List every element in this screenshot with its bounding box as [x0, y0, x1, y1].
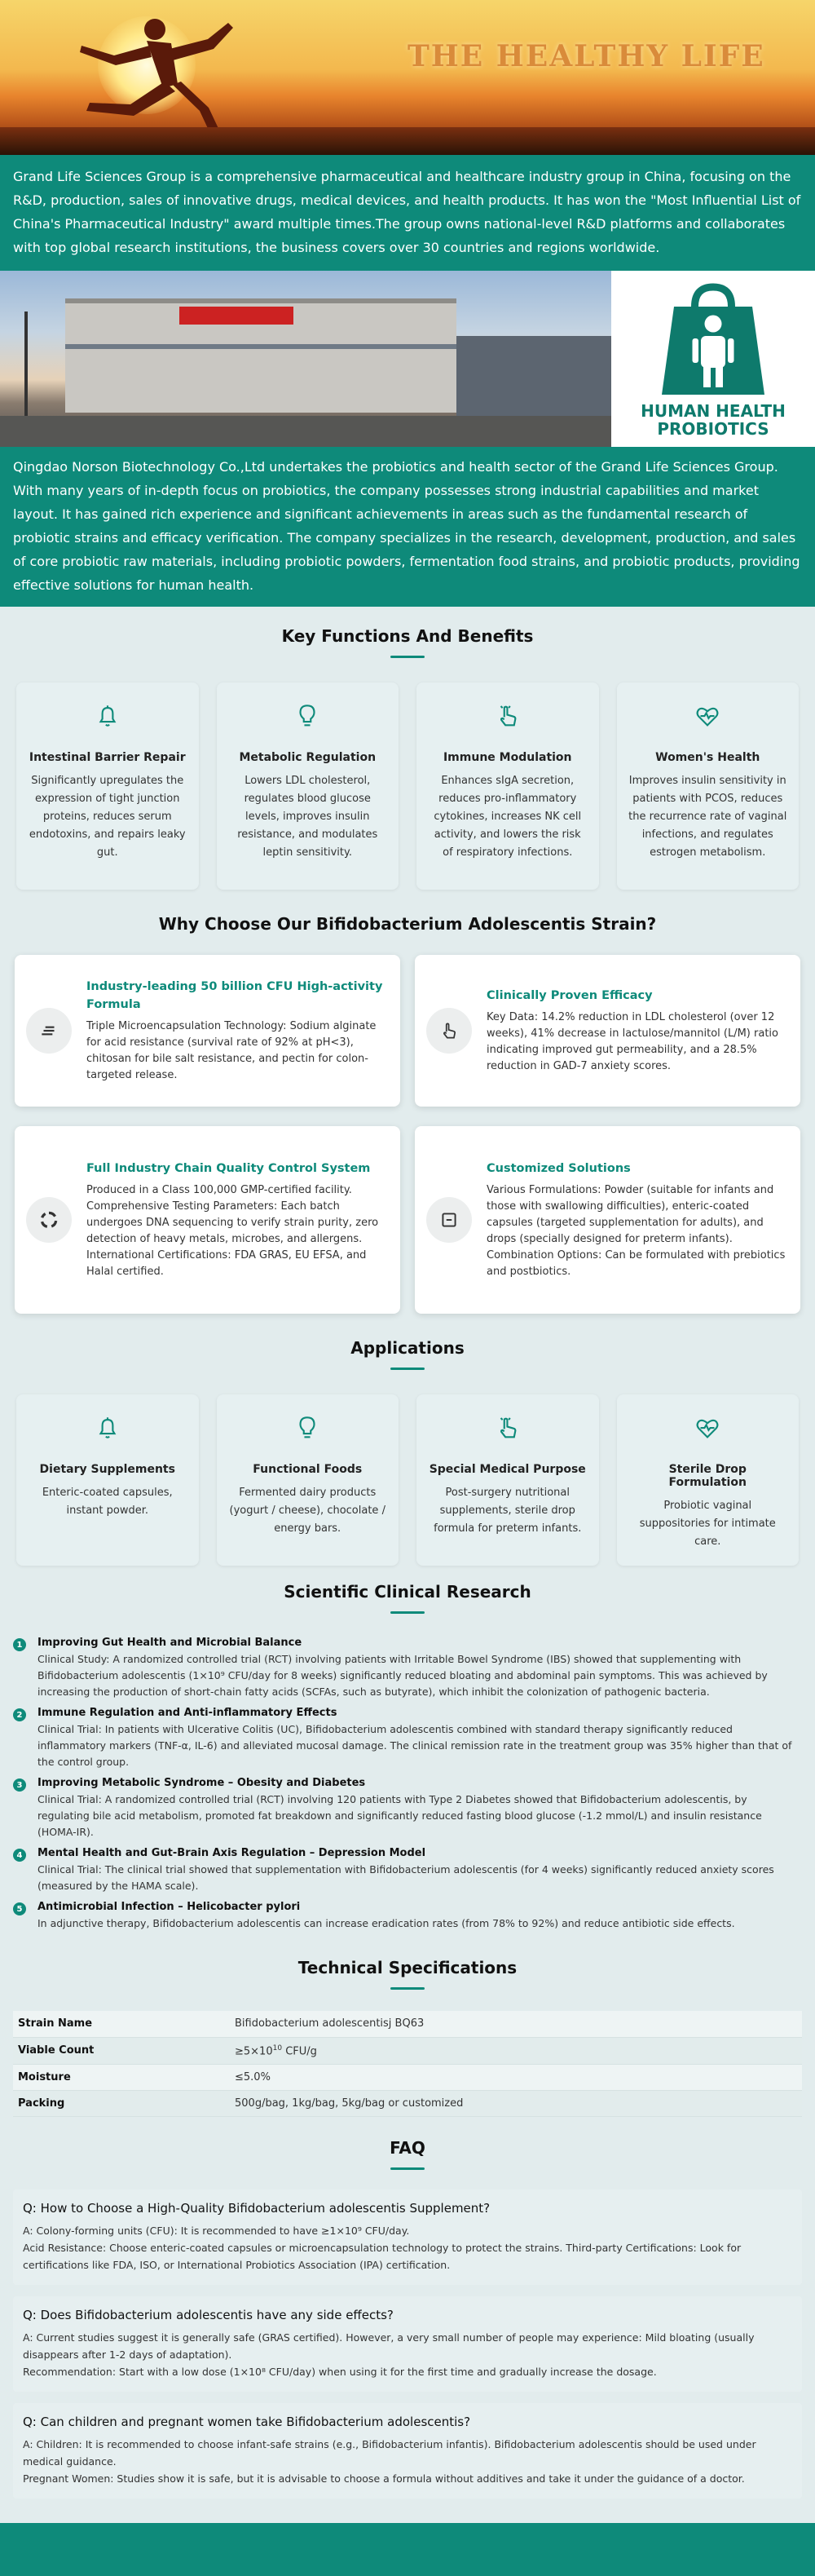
why-card-text: Produced in a Class 100,000 GMP-certified facility. Comprehensive Testing Parameters: Each batch undergoes DNA sequencing to verify strain purity, zero detection of heavy metals, microbes, and allergens. International Certifications: FDA GRAS, EU EFSA, and Halal certified.: [86, 1184, 379, 1278]
application-text: Post-surgery nutritional supplements, sterile drop formula for preterm infants.: [434, 1487, 582, 1535]
logo-line-1: HUMAN HEALTH: [641, 401, 786, 421]
application-title: Dietary Supplements: [39, 1463, 175, 1476]
specs-table: [13, 2011, 802, 2117]
lightbulb-icon: [293, 702, 321, 730]
road: [0, 416, 611, 447]
group-intro: Grand Life Sciences Group is a comprehensive pharmaceutical and healthcare industry group in China, focusing on the R&D, production, sales of innovative drugs, medical devices, and health products. It has won the "Most Influential List of China's Pharmaceutical Industry" award multiple times.The group owns national-level R&D platforms and collaborates with top global research institutions, the business covers over 30 countries and regions worldwide.: [0, 155, 815, 271]
application-card: [617, 1394, 800, 1566]
function-text: Improves insulin sensitivity in patients with PCOS, reduces the recurrence rate of vaginal infections, and regulates estrogen metabolism.: [628, 775, 787, 859]
pointer-hand-icon: [494, 702, 522, 730]
why-card-title: Full Industry Chain Quality Control System: [86, 1162, 371, 1175]
logo-line-2: PROBIOTICS: [657, 419, 769, 439]
street-lamp: [24, 312, 28, 426]
application-text: Probiotic vaginal suppositories for intimate care.: [639, 1500, 776, 1548]
faq-item[interactable]: [13, 2403, 802, 2499]
application-card: [16, 1394, 199, 1566]
spec-value: [230, 2037, 802, 2064]
why-title: Why Choose Our Bifidobacterium Adolescentis Strain?: [158, 914, 657, 934]
function-text: Significantly upregulates the expression of tight junction proteins, reduces serum endotoxins, and repairs leaky gut.: [29, 775, 186, 859]
spec-value: ≤5.0%: [230, 2064, 802, 2090]
bell-icon: [94, 1414, 121, 1442]
faq-item[interactable]: [13, 2296, 802, 2392]
research-item-title: Improving Metabolic Syndrome – Obesity and Diabetes: [37, 1777, 366, 1789]
applications-cards: [0, 1370, 815, 1566]
faq-answer-line: A: Children: It is recommended to choose infant-safe strains (e.g., Bifidobacterium infantis). Bifidobacterium adolescentis should be used under medical guidance.: [23, 2437, 756, 2468]
faq-answer-line: A: Colony-forming units (CFU): It is recommended to have ≥1×10⁹ CFU/day.: [23, 2224, 410, 2237]
application-card: [217, 1394, 399, 1566]
why-card-text: Various Formulations: Powder (suitable for infants and those with swallowing difficulties), enteric-coated capsules (targeted supplementation for adults), and drops (specially designed for preterm infants). Combination Options: Can be formulated with prebiotics and postbiotics.: [487, 1184, 786, 1278]
why-card: [415, 955, 800, 1107]
brand-logo: [611, 271, 815, 447]
research-item-title: Immune Regulation and Anti-inflammatory Effects: [37, 1707, 337, 1719]
function-title: Intestinal Barrier Repair: [29, 751, 186, 764]
why-card: [415, 1126, 800, 1314]
why-card-title: Industry-leading 50 billion CFU High-activity Formula: [86, 980, 383, 1011]
heart-pulse-icon: [694, 702, 721, 730]
why-icon-circle: [26, 1197, 72, 1243]
faq-question[interactable]: Q: Can children and pregnant women take Bifidobacterium adolescentis?: [23, 2414, 471, 2429]
hero-banner: [0, 0, 815, 155]
faq-answer-line: A: Current studies suggest it is generally safe (GRAS certified). However, a very small number of people may experience: Mild bloating (usually disappears after 1-2 days of adaptation).: [23, 2331, 755, 2361]
function-title: Immune Modulation: [443, 751, 572, 764]
research-list: [0, 1614, 815, 1932]
research-item-text: In adjunctive therapy, Bifidobacterium adolescentis can increase eradication rates (from 78% to 92%) and reduce antibiotic side effects.: [37, 1917, 735, 1929]
hero-title: THE HEALTHY LIFE: [408, 39, 765, 73]
loading-ring-icon: [38, 1209, 59, 1231]
photo-band: [0, 271, 815, 447]
spec-value-unit: CFU/g: [282, 2044, 317, 2057]
faq-answer-line: Acid Resistance: Choose enteric-coated capsules or microencapsulation technology to protect the strains. Third-party Certifications: Look for certifications like FDA, ISO, or International Probiotics Association (IPA) certification.: [23, 2241, 742, 2271]
function-card: [416, 683, 599, 890]
why-card-title: Customized Solutions: [487, 1162, 631, 1175]
spec-value: Bifidobacterium adolescentisj BQ63: [230, 2011, 802, 2037]
research-item-text: Clinical Trial: In patients with Ulcerative Colitis (UC), Bifidobacterium adolescentis combined with standard therapy significantly reduced inflammatory markers (TNF-α, IL-6) and alleviated mucosal damage. The clinical remission rate in the treatment group was 35% higher than that of the control group.: [37, 1723, 792, 1768]
lines-icon: [38, 1020, 59, 1041]
title-divider: [390, 1987, 425, 1990]
function-title: Women's Health: [655, 751, 760, 764]
application-title: Sterile Drop Formulation: [668, 1463, 747, 1489]
minus-box-icon: [438, 1209, 460, 1231]
function-card: [16, 683, 199, 890]
research-item: [13, 1775, 802, 1840]
application-title: Functional Foods: [253, 1463, 363, 1476]
side-building: [456, 336, 611, 418]
spec-key: Packing: [13, 2090, 230, 2116]
spec-value-exponent: 10: [272, 2044, 283, 2052]
research-item-text: Clinical Trial: The clinical trial showed that supplementation with Bifidobacterium adolescentis (for 4 weeks) significantly reduced anxiety scores (measured by the HAMA scale).: [37, 1863, 774, 1892]
company-intro: Qingdao Norson Biotechnology Co.,Ltd undertakes the probiotics and health sector of the Grand Life Sciences Group. With many years of in-depth focus on probiotics, the company possesses strong industrial capabilities and market layout. It has gained rich experience and significant achievements in areas such as the fundamental research of probiotic strains and efficacy verification. The company specializes in the research, development, production, and sales of core probiotic raw materials, including probiotic powders, fermentation food strains, and probiotic products, providing effective solutions for human health.: [0, 447, 815, 607]
bell-icon: [94, 702, 121, 730]
application-text: Enteric-coated capsules, instant powder.: [42, 1487, 173, 1517]
research-item: [13, 1705, 802, 1770]
why-icon-circle: [426, 1197, 472, 1243]
why-card-title: Clinically Proven Efficacy: [487, 989, 653, 1002]
research-item-title: Mental Health and Gut-Brain Axis Regulation – Depression Model: [37, 1847, 426, 1859]
function-card: [217, 683, 399, 890]
why-icon-circle: [26, 1008, 72, 1054]
why-icon-circle: [426, 1008, 472, 1054]
research-number: 5: [13, 1902, 26, 1915]
faq-answer-line: Recommendation: Start with a low dose (1×10⁸ CFU/day) when using it for the first time and gradually increase the dosage.: [23, 2365, 657, 2378]
research-number: 2: [13, 1708, 26, 1721]
research-title: Scientific Clinical Research: [284, 1582, 531, 1602]
research-item: [13, 1845, 802, 1894]
pointer-hand-icon: [438, 1020, 460, 1041]
faq-list: [0, 2170, 815, 2523]
why-card-text: Key Data: 14.2% reduction in LDL cholesterol (over 12 weeks), 41% decrease in lactulose/mannitol (L/M) ratio indicating improved gut permeability, and a 28.5% reduction in GAD-7 anxiety scores.: [487, 1011, 778, 1072]
functions-title: Key Functions And Benefits: [281, 626, 534, 646]
content-area: [0, 607, 815, 2523]
research-item-title: Antimicrobial Infection – Helicobacter pylori: [37, 1901, 301, 1913]
research-number: 4: [13, 1849, 26, 1862]
factory-sign: [179, 307, 293, 325]
shopping-bag-person-icon: [652, 280, 774, 402]
research-number: 1: [13, 1638, 26, 1651]
why-card: [15, 955, 400, 1107]
research-item-text: Clinical Study: A randomized controlled trial (RCT) involving patients with Irritable Bowel Syndrome (IBS) showed that supplementing with Bifidobacterium adolescentis (1×10⁹ CFU/day for 8 weeks) significantly reduced bloating and abdominal pain symptoms. This was achieved by increasing the production of short-chain fatty acids (SCFAs, such as butyrate), which inhibit the colonization of pathogenic bacteria.: [37, 1653, 768, 1698]
factory-photo: [0, 271, 611, 447]
faq-item[interactable]: [13, 2189, 802, 2285]
applications-title: Applications: [350, 1338, 465, 1358]
faq-question[interactable]: Q: How to Choose a High-Quality Bifidobacterium adolescentis Supplement?: [23, 2200, 491, 2216]
table-row: [13, 2064, 802, 2090]
faq-answer-line: Pregnant Women: Studies show it is safe, but it is advisable to choose a formula without additives and take it under the guidance of a doctor.: [23, 2472, 745, 2485]
runner-silhouette: [33, 7, 261, 145]
function-title: Metabolic Regulation: [239, 751, 377, 764]
research-number: 3: [13, 1778, 26, 1792]
ground: [0, 127, 815, 155]
table-row: [13, 2037, 802, 2064]
factory-windows: [65, 344, 456, 349]
why-card-text: Triple Microencapsulation Technology: Sodium alginate for acid resistance (survival rate of 92% at pH<3), chitosan for bile salt resistance, and pectin for colon-targeted release.: [86, 1020, 377, 1081]
research-item: [13, 1899, 802, 1932]
research-item-text: Clinical Trial: A randomized controlled trial (RCT) involving 120 patients with Type 2 Diabetes showed that Bifidobacterium adolescentis, by regulating bile acid metabolism, promoted fat breakdown and significantly reduced fasting blood glucose (-1.2 mmol/L) and insulin resistance (HOMA-IR).: [37, 1793, 762, 1838]
lightbulb-icon: [293, 1414, 321, 1442]
spec-value-base: ≥5×10: [235, 2044, 273, 2057]
functions-cards: [0, 658, 815, 890]
function-text: Enhances sIgA secretion, reduces pro-inflammatory cytokines, increases NK cell activity, and lowers the risk of respiratory infections.: [434, 775, 582, 859]
application-title: Special Medical Purpose: [429, 1463, 586, 1476]
pointer-hand-icon: [494, 1414, 522, 1442]
function-text: Lowers LDL cholesterol, regulates blood glucose levels, improves insulin resistance, and modulates leptin sensitivity.: [237, 775, 378, 859]
why-card: [15, 1126, 400, 1314]
specs-title: Technical Specifications: [297, 1958, 518, 1977]
application-text: Fermented dairy products (yogurt / cheese), chocolate / energy bars.: [229, 1487, 385, 1535]
why-cards: [0, 934, 815, 1314]
research-item-title: Improving Gut Health and Microbial Balance: [37, 1637, 302, 1649]
heart-pulse-icon: [694, 1414, 721, 1442]
research-item: [13, 1635, 802, 1700]
application-card: [416, 1394, 599, 1566]
faq-question[interactable]: Q: Does Bifidobacterium adolescentis have any side effects?: [23, 2307, 394, 2322]
spec-value: 500g/bag, 1kg/bag, 5kg/bag or customized: [230, 2090, 802, 2116]
spec-key: Viable Count: [13, 2037, 230, 2064]
function-card: [617, 683, 800, 890]
spec-key: Moisture: [13, 2064, 230, 2090]
table-row: [13, 2090, 802, 2116]
faq-title: FAQ: [390, 2137, 425, 2158]
table-row: [13, 2011, 802, 2037]
spec-key: Strain Name: [13, 2011, 230, 2037]
